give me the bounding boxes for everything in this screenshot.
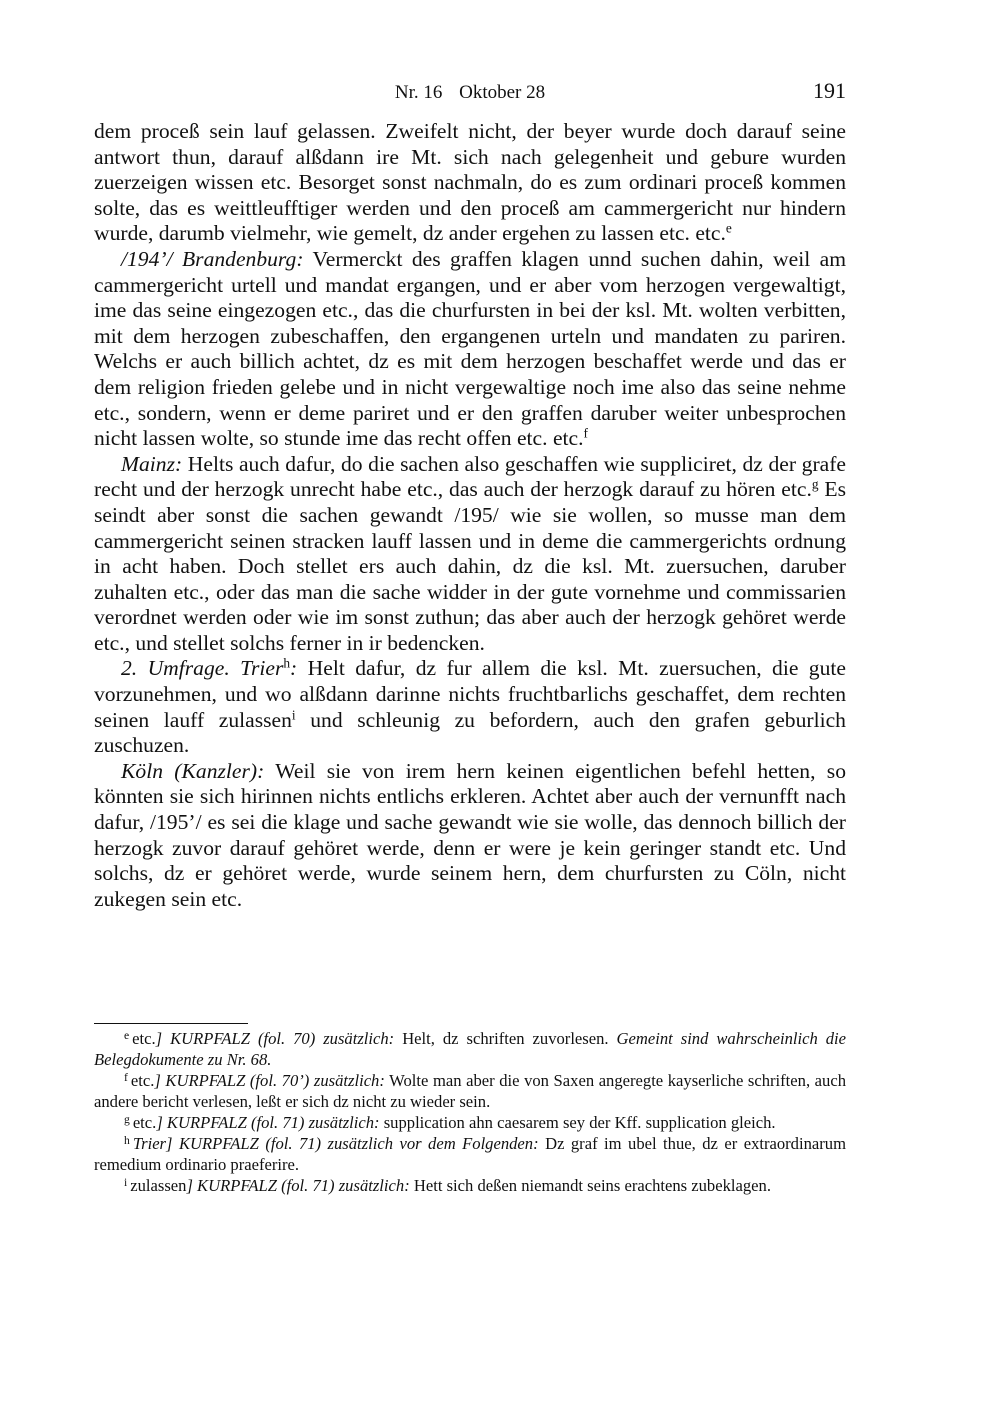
footnote-comment: Gemeint sind wahrscheinlich die Belegdokumente zu Nr. 68.: [94, 1029, 847, 1069]
document-date: Oktober 28: [459, 82, 546, 103]
speaker-label: 2. Umfrage. Trier: [121, 656, 284, 681]
footnotes: [94, 1028, 846, 1196]
footnote-source: ] KURPFALZ (fol. 70’) zusätzlich:: [154, 1071, 385, 1090]
footnote-lemma: Trier: [132, 1134, 167, 1153]
header-center: [94, 82, 846, 104]
footnote-ref: e: [725, 221, 732, 237]
footnote-h: [94, 1133, 846, 1175]
speaker-label: /194’/ Brandenburg:: [121, 246, 304, 271]
paragraph-text: Vermerckt des graffen klagen unnd suchen dahin, weil am cammergericht urtell und mandat ergangen, und er aber vom herzogen vergewaltigt, ime das seine eingezogen etc., das die churfursten in bei der ksl. Mt. wolten verbitten, mit dem herzogen zubeschaffen, den ergangenen urteln und mandaten zu pariren. Welchs er auch billich achtet, dz es mit dem herzogen beschaffet werde und das er dem religion frieden gelebe und in nicht vergewaltige noch ime also das seine nehme etc., sondern, wenn er deme pariret und er den graffen daruber weiter unbesprochen nicht lassen wolte, so stunde ime das recht offen etc. etc.: [94, 246, 846, 451]
footnote-ref: h: [283, 656, 291, 672]
paragraph-text: Helt dafur, dz fur allem die ksl. Mt. zuersuchen, die gute vorzunehmen, und wo alßdann darinne nichts fruchtbarlichs geschaffet, dem rechten seinen lauff zulassen: [94, 656, 846, 732]
footnote-g: [94, 1112, 846, 1133]
footnote-mark: g: [124, 1112, 130, 1126]
paragraph-trier: [94, 656, 846, 758]
paragraph-1: [94, 119, 846, 247]
paragraph-text: Weil sie von irem hern keinen eigentlichen befehl hetten, so könnten sie sich hirinnen nichts entlichs erkleren. Achtet aber auch der vernunfft nach dafur, /195’/ es sei die klage und sache gewandt wie sie wolle, das dennoch billich der herzogk zuvor darauf gehöret werde, denn er were je kein geringer standt etc. Und solchs, dz er gehöret werde, wurde seinem hern, dem churfursten zu Cöln, nicht zukegen sein etc.: [94, 758, 846, 911]
paragraph-text: und schleunig zu befordern, auch den grafen geburlich zuschuzen.: [94, 707, 846, 758]
speaker-label: Köln (Kanzler):: [121, 758, 265, 783]
footnote-text: Dz graf im ubel thue, dz er extraordinarum remedium ordinario praeferire.: [94, 1134, 846, 1174]
footnote-ref: i: [291, 707, 296, 723]
footnote-text: Wolte man aber die von Saxen angeregte kayserliche schriften, auch andere bericht verlesen, leßt er sich dz nicht zu wieder sein.: [94, 1071, 846, 1111]
footnote-lemma: zulassen: [130, 1176, 187, 1195]
speaker-label-colon: :: [290, 656, 298, 681]
footnote-text: supplication ahn caesarem sey der Kff. supplication gleich.: [379, 1113, 776, 1132]
footnote-i: [94, 1175, 846, 1196]
footnote-divider: [94, 1023, 248, 1024]
footnote-source: ] KURPFALZ (fol. 71) zusätzlich vor dem Folgenden:: [166, 1134, 539, 1153]
document-number: Nr. 16: [394, 82, 443, 103]
paragraph-text: Helts auch dafur, do die sachen also geschaffen wie suppliciret, dz der grafe recht und der herzogk unrecht habe etc., das auch der herzogk darauf zu hören etc.: [94, 451, 846, 502]
footnote-lemma: etc.: [132, 1113, 157, 1132]
footnote-mark: i: [124, 1175, 128, 1189]
footnote-mark: f: [124, 1070, 128, 1084]
footnote-text: Hett sich deßen niemandt seins erachtens zubeklagen.: [409, 1176, 771, 1195]
footnote-mark: e: [124, 1028, 130, 1042]
paragraph-brandenburg: [94, 247, 846, 452]
main-text: [94, 119, 846, 912]
paragraph-mainz: [94, 452, 846, 657]
footnote-source: ] KURPFALZ (fol. 71) zusätzlich:: [186, 1176, 410, 1195]
paragraph-text: Es seindt aber sonst die sachen gewandt /195/ wie sie wollen, so musse man dem cammergericht seinen stracken lauff lassen und in deme die cammergerichts ordnung in acht haben. Doch stellet ers auch dahin, dz die ksl. Mt. zuersuchen, daruber zuhalten etc., oder das man die sache widder in der gute vornehme und commissarien verordnet werden oder wie im sonst zuthun; das aber auch der herzogk gehöret werde etc., und stellet solchs ferner in ir bedencken.: [94, 477, 846, 655]
page-number: 191: [813, 78, 846, 103]
footnote-text: Helt, dz schriften zuvorlesen.: [394, 1029, 617, 1048]
footnote-lemma: etc.: [132, 1029, 156, 1048]
speaker-label: Mainz:: [121, 451, 183, 476]
footnote-lemma: etc.: [130, 1071, 155, 1090]
footnote-f: [94, 1070, 846, 1112]
footnote-ref: f: [583, 425, 588, 441]
running-header: [94, 78, 846, 108]
footnote-source: ] KURPFALZ (fol. 71) zusätzlich:: [156, 1113, 380, 1132]
footnote-e: [94, 1028, 846, 1070]
footnote-source: ] KURPFALZ (fol. 70) zusätzlich:: [155, 1029, 395, 1048]
footnote-mark: h: [124, 1133, 130, 1147]
paragraph-text: dem proceß sein lauf gelassen. Zweifelt nicht, der beyer wurde doch darauf seine antwort thun, darauf alßdann ire Mt. sich nach gelegenheit und gebure wurden zuerzeigen wissen etc. Besorget sonst nachmaln, do es zum ordinari proceß kommen solte, das es weittleufftiger werden und den proceß am cammergericht nur hindern wurde, darumb vielmehr, wie gemelt, dz ander ergehen zu lassen etc. etc.: [94, 119, 846, 246]
footnote-ref: g: [811, 476, 819, 492]
paragraph-koeln: [94, 759, 846, 913]
